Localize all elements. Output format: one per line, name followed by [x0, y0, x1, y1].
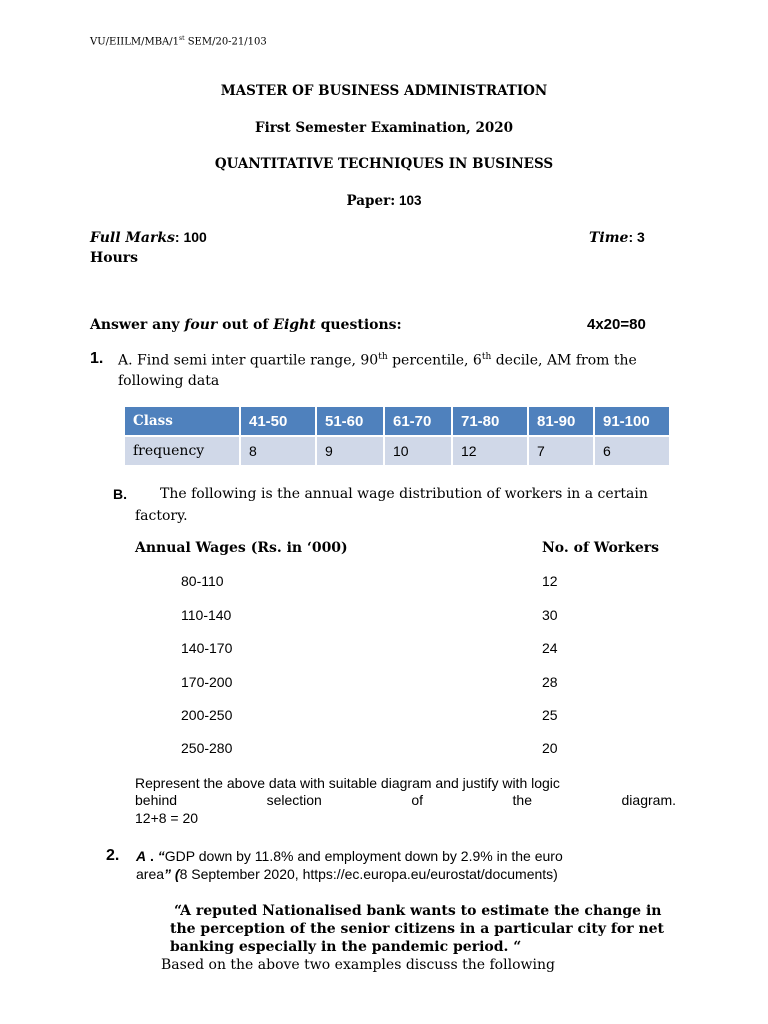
q2-part-a: [136, 848, 563, 864]
wage-workers: 20: [542, 740, 558, 756]
q2a-label: A: [136, 848, 147, 864]
q2-based-line: Based on the above two examples discuss the following: [161, 957, 555, 973]
paper-code-sup: st: [179, 35, 185, 42]
q2a-source: 8 September 2020, https://ec.europa.eu/eurostat/documents): [179, 866, 558, 882]
table-cell: 10: [385, 437, 451, 465]
instruction-pre: Answer any: [90, 317, 185, 333]
wage-range: 170-200: [181, 674, 233, 690]
q2-part-a-line2: [136, 866, 558, 882]
q1a-text-post: decile, AM from the: [491, 352, 637, 369]
q2a-quote-open: “: [157, 848, 165, 864]
table-row: [125, 437, 669, 465]
hours: Hours: [90, 250, 139, 266]
time-label: Time: [589, 230, 629, 246]
represent-line2: behind selection of the diagram.: [135, 792, 676, 808]
paper-code-text: VU/EIILM/MBA/1: [90, 36, 180, 48]
represent-line1: Represent the above data with suitable diagram and justify with logic: [135, 775, 560, 791]
q2a-dot: .: [146, 848, 158, 864]
wage-range: 200-250: [181, 707, 233, 723]
q2a-quote-close: ” (: [164, 866, 180, 882]
table-header-cell: 91-100: [595, 407, 669, 435]
table-cell: 8: [241, 437, 315, 465]
table-header-cell: 41-50: [241, 407, 315, 435]
wage-range: 250-280: [181, 740, 233, 756]
q1-part-a: [118, 352, 637, 369]
q1a-text-pre: A. Find semi inter quartile range, 90: [118, 352, 379, 369]
wage-range: 140-170: [181, 640, 233, 656]
subject-title: QUANTITATIVE TECHNIQUES IN BUSINESS: [214, 156, 554, 172]
paper-label: Paper:: [346, 193, 396, 209]
represent-marks: 12+8 = 20: [135, 810, 199, 826]
workers-header: No. of Workers: [542, 540, 660, 556]
q1-part-b-line2: factory.: [135, 508, 188, 524]
time: [589, 229, 645, 246]
wage-range: 80-110: [181, 573, 224, 589]
q1-part-b-label: B.: [113, 486, 127, 502]
table-header-cell: 61-70: [385, 407, 451, 435]
q1-number: 1.: [90, 350, 104, 367]
full-marks-value: : 100: [174, 229, 207, 245]
paper-number: [0, 193, 768, 209]
table-cell: 6: [595, 437, 669, 465]
exam-title: First Semester Examination, 2020: [254, 120, 514, 136]
q1-part-a-line2: following data: [118, 373, 220, 389]
table-cell: 7: [529, 437, 593, 465]
table-header-cell: 71-80: [453, 407, 527, 435]
degree-title: MASTER OF BUSINESS ADMINISTRATION: [220, 83, 548, 99]
wage-workers: 12: [542, 573, 558, 589]
instruction-marks: 4x20=80: [587, 316, 646, 333]
q1a-sup1: th: [378, 352, 388, 362]
q1a-text-mid: percentile, 6: [387, 352, 482, 369]
table-cell: 12: [453, 437, 527, 465]
q2-quote-line2: the perception of the senior citizens in a particular city for net: [170, 921, 665, 937]
table-header-cell: 51-60: [317, 407, 383, 435]
instruction-eight: Eight: [273, 317, 316, 333]
q2a-area: area: [136, 866, 165, 882]
instruction-post: questions:: [315, 317, 402, 333]
q1-part-b-text: The following is the annual wage distribution of workers in a certain: [160, 486, 648, 502]
q2a-text: GDP down by 11.8% and employment down by 2.9% in the euro: [164, 848, 563, 864]
paper-code-rest: SEM/20-21/103: [184, 36, 267, 48]
instruction: [90, 317, 402, 333]
table-header-cell: 81-90: [529, 407, 593, 435]
instruction-four: four: [184, 317, 218, 333]
wage-workers: 24: [542, 640, 558, 656]
table-header-row: [125, 407, 669, 435]
q2-number: 2.: [106, 847, 120, 864]
paper-code: [90, 35, 267, 47]
table-cell: 9: [317, 437, 383, 465]
wage-workers: 30: [542, 607, 558, 623]
table-cell: frequency: [125, 437, 239, 465]
wage-workers: 25: [542, 707, 558, 723]
wage-header: Annual Wages (Rs. in ‘000): [135, 540, 348, 556]
wage-workers: 28: [542, 674, 558, 690]
full-marks: [90, 229, 207, 246]
full-marks-label: Full Marks: [90, 230, 175, 246]
class-frequency-table: [123, 405, 671, 467]
paper-value: 103: [395, 193, 422, 208]
q2-quote-line1: “A reputed Nationalised bank wants to estimate the change in: [174, 903, 662, 919]
q2-quote-line3: banking especially in the pandemic period. “: [170, 939, 522, 955]
table-header-cell: Class: [125, 407, 239, 435]
wage-range: 110-140: [181, 607, 232, 623]
time-value: : 3: [628, 229, 645, 245]
q1a-sup2: th: [481, 352, 492, 362]
instruction-mid: out of: [217, 317, 274, 333]
